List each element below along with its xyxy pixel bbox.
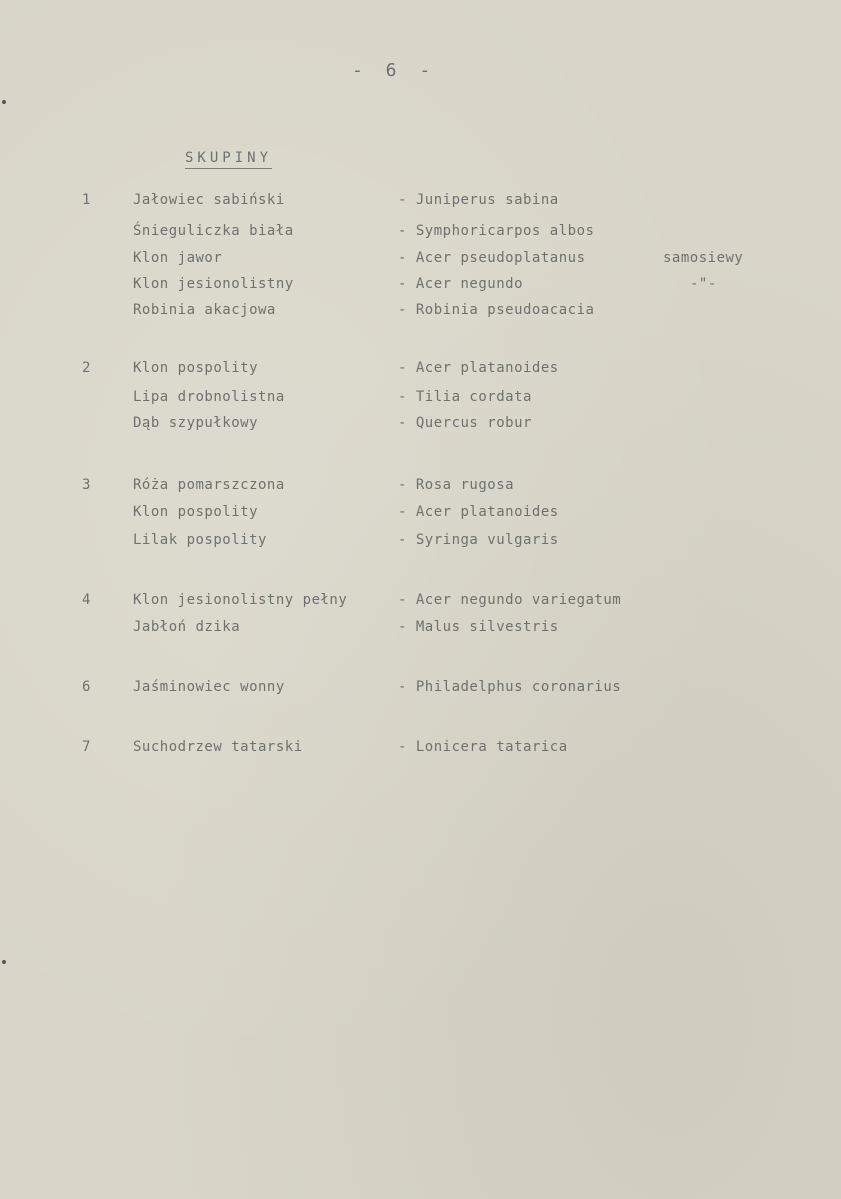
page-number: - 6 - <box>352 60 437 81</box>
polish-name: Klon jawor <box>133 250 223 266</box>
latin-name: - Quercus robur <box>398 415 532 431</box>
polish-name: Śnieguliczka biała <box>133 223 294 239</box>
polish-name: Lipa drobnolistna <box>133 389 285 405</box>
polish-name: Klon pospolity <box>133 504 259 520</box>
note: samosiewy <box>663 250 744 266</box>
latin-name: - Acer platanoides <box>398 360 559 376</box>
latin-name: - Symphoricarpos albos <box>398 223 595 239</box>
latin-name: - Acer negundo variegatum <box>398 592 622 608</box>
polish-name: Jabłoń dzika <box>133 619 241 635</box>
polish-name: Róża pomarszczona <box>133 477 285 493</box>
polish-name: Klon jesionolistny pełny <box>133 592 348 608</box>
polish-name: Robinia akacjowa <box>133 302 276 318</box>
section-heading: SKUPINY <box>185 150 272 169</box>
group-number: 2 <box>82 360 91 376</box>
latin-name: - Acer negundo <box>398 276 524 292</box>
latin-name: - Tilia cordata <box>398 389 532 405</box>
polish-name: Suchodrzew tatarski <box>133 739 303 755</box>
polish-name: Jaśminowiec wonny <box>133 679 285 695</box>
group-number: 6 <box>82 679 91 695</box>
polish-name: Dąb szypułkowy <box>133 415 259 431</box>
scan-mark <box>2 100 6 104</box>
polish-name: Klon jesionolistny <box>133 276 294 292</box>
note: -"- <box>690 276 717 292</box>
group-number: 3 <box>82 477 91 493</box>
latin-name: - Malus silvestris <box>398 619 559 635</box>
latin-name: - Philadelphus coronarius <box>398 679 622 695</box>
scan-mark <box>2 960 6 964</box>
latin-name: - Rosa rugosa <box>398 477 515 493</box>
latin-name: - Juniperus sabina <box>398 192 559 208</box>
latin-name: - Acer platanoides <box>398 504 559 520</box>
group-number: 4 <box>82 592 91 608</box>
polish-name: Jałowiec sabiński <box>133 192 285 208</box>
latin-name: - Robinia pseudoacacia <box>398 302 595 318</box>
group-number: 1 <box>82 192 91 208</box>
latin-name: - Acer pseudoplatanus <box>398 250 586 266</box>
polish-name: Lilak pospolity <box>133 532 267 548</box>
latin-name: - Syringa vulgaris <box>398 532 559 548</box>
latin-name: - Lonicera tatarica <box>398 739 568 755</box>
polish-name: Klon pospolity <box>133 360 259 376</box>
group-number: 7 <box>82 739 91 755</box>
